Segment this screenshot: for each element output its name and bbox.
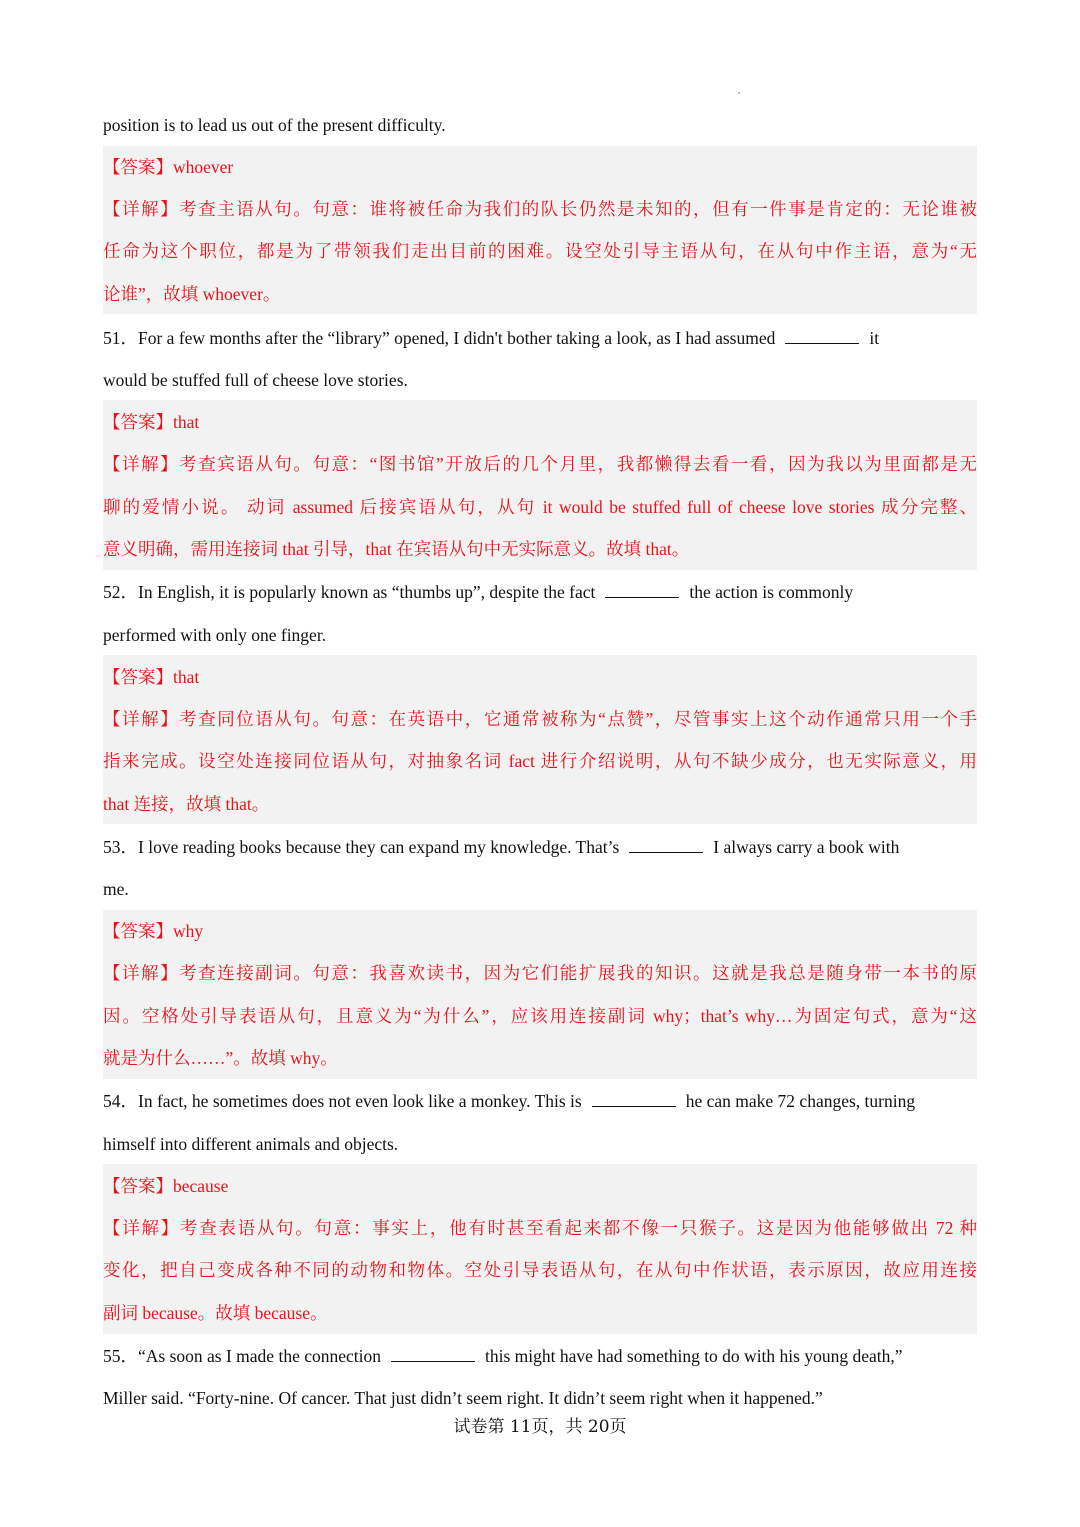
detail-53-line-1: [103, 961, 977, 985]
answer-53: why: [173, 921, 204, 941]
question-53-line-2: me.: [103, 879, 129, 899]
answer-tag: 【答案】: [103, 921, 173, 941]
detail-54-line-1: [103, 1216, 977, 1240]
detail-51-text-1: 考查宾语从句。句意：“图书馆”开放后的几个月里，我都懒得去看一看，因为我以为里面都是无: [179, 454, 977, 474]
question-55-line-1: [103, 1344, 977, 1368]
answer-blank: [605, 581, 679, 598]
detail-51-line-2: 聊的爱情小说。 动词 assumed 后接宾语从句，从句 it would be stuffed full of cheese love stories 成分完整、: [103, 497, 977, 517]
detail-tag: 【详解】: [103, 963, 180, 983]
answer-box-50: [103, 146, 977, 314]
answer-52-line: [103, 665, 977, 689]
answer-53-line: [103, 919, 977, 943]
answer-box-54: [103, 1164, 977, 1334]
detail-54-line-3: 副词 because。故填 because。: [103, 1303, 328, 1323]
answer-blank: [629, 836, 703, 853]
question-53-text-after: I always carry a book with: [713, 837, 900, 857]
answer-blank: [785, 327, 859, 344]
detail-52-line-1: [103, 707, 977, 731]
detail-tag: 【详解】: [103, 1218, 180, 1238]
question-54-text-after: he can make 72 changes, turning: [685, 1091, 916, 1111]
detail-50-text-1: 考查主语从句。句意：谁将被任命为我们的队长仍然是未知的，但有一件事是肯定的：无论谁被: [179, 199, 978, 219]
answer-tag: 【答案】: [103, 157, 173, 177]
question-51-text-after: it: [869, 328, 880, 348]
detail-53-text-1: 考查连接副词。句意：我喜欢读书，因为它们能扩展我的知识。这就是我总是随身带一本书的原: [179, 963, 978, 983]
answer-box-53: [103, 910, 977, 1079]
detail-51-line-1: [103, 452, 977, 476]
detail-50-line-2: 任命为这个职位，都是为了带领我们走出目前的困难。设空处引导主语从句，在从句中作主语，意为“无: [103, 241, 977, 261]
question-55-line-2: Miller said. “Forty-nine. Of cancer. That just didn’t seem right. It didn’t seem right when it happened.”: [103, 1388, 823, 1408]
question-52-text-before: 52．In English, it is popularly known as “thumbs up”, despite the fact: [103, 582, 596, 602]
question-54-text-before: 54．In fact, he sometimes does not even look like a monkey. This is: [103, 1091, 582, 1111]
question-54-line-1: [103, 1089, 977, 1113]
detail-50-line-1: [103, 197, 977, 221]
detail-52-line-2: 指来完成。设空处连接同位语从句，对抽象名词 fact 进行介绍说明，从句不缺少成分，也无实际意义，用: [103, 751, 977, 771]
detail-53-line-3: 就是为什么……”。故填 why。: [103, 1048, 338, 1068]
detail-tag: 【详解】: [103, 199, 180, 219]
answer-box-52: [103, 655, 977, 824]
page-footer: 试卷第 11页，共 20页: [453, 1417, 627, 1437]
detail-54-line-2: 变化，把自己变成各种不同的动物和物体。空处引导表语从句，在从句中作状语，表示原因，故应用连接: [103, 1260, 977, 1280]
question-53-line-1: [103, 835, 977, 859]
answer-52: that: [173, 667, 200, 687]
answer-54: because: [173, 1176, 229, 1196]
question-50-tail: position is to lead us out of the present difficulty.: [103, 115, 446, 135]
detail-51-line-3: 意义明确，需用连接词 that 引导，that 在宾语从句中无实际意义。故填 that。: [103, 539, 690, 559]
question-55-text-before: 55．“As soon as I made the connection: [103, 1346, 381, 1366]
scan-dot: [738, 92, 740, 94]
answer-50-line: [103, 155, 977, 179]
question-52-line-1: [103, 580, 977, 604]
answer-box-51: [103, 400, 977, 570]
detail-53-line-2: 因。空格处引导表语从句，且意义为“为什么”，应该用连接副词 why；that’s why…为固定句式，意为“这: [103, 1006, 977, 1026]
question-53-text-before: 53．I love reading books because they can expand my knowledge. That’s: [103, 837, 620, 857]
answer-51: that: [173, 412, 200, 432]
answer-tag: 【答案】: [103, 412, 173, 432]
answer-51-line: [103, 410, 977, 434]
question-51-line-1: [103, 326, 977, 350]
detail-50-line-3: 论谁”，故填 whoever。: [103, 284, 281, 304]
detail-54-text-1: 考查表语从句。句意：事实上，他有时甚至看起来都不像一只猴子。这是因为他能够做出 72 种: [179, 1218, 978, 1238]
detail-52-line-3: that 连接，故填 that。: [103, 794, 270, 814]
question-51-line-2: would be stuffed full of cheese love stories.: [103, 370, 408, 390]
answer-50: whoever: [173, 157, 234, 177]
answer-tag: 【答案】: [103, 667, 173, 687]
question-52-line-2: performed with only one finger.: [103, 625, 327, 645]
answer-blank: [592, 1090, 676, 1107]
question-55-text-after: this might have had something to do with his young death,”: [484, 1346, 903, 1366]
answer-tag: 【答案】: [103, 1176, 173, 1196]
question-54-line-2: himself into different animals and objects.: [103, 1134, 399, 1154]
question-52-text-after: the action is commonly: [689, 582, 854, 602]
detail-tag: 【详解】: [103, 709, 180, 729]
answer-54-line: [103, 1174, 977, 1198]
detail-52-text-1: 考查同位语从句。句意：在英语中，它通常被称为“点赞”，尽管事实上这个动作通常只用一个手: [179, 709, 977, 729]
detail-tag: 【详解】: [103, 454, 180, 474]
answer-blank: [391, 1345, 475, 1362]
question-51-text-before: 51．For a few months after the “library” opened, I didn't bother taking a look, as I had assumed: [103, 328, 776, 348]
